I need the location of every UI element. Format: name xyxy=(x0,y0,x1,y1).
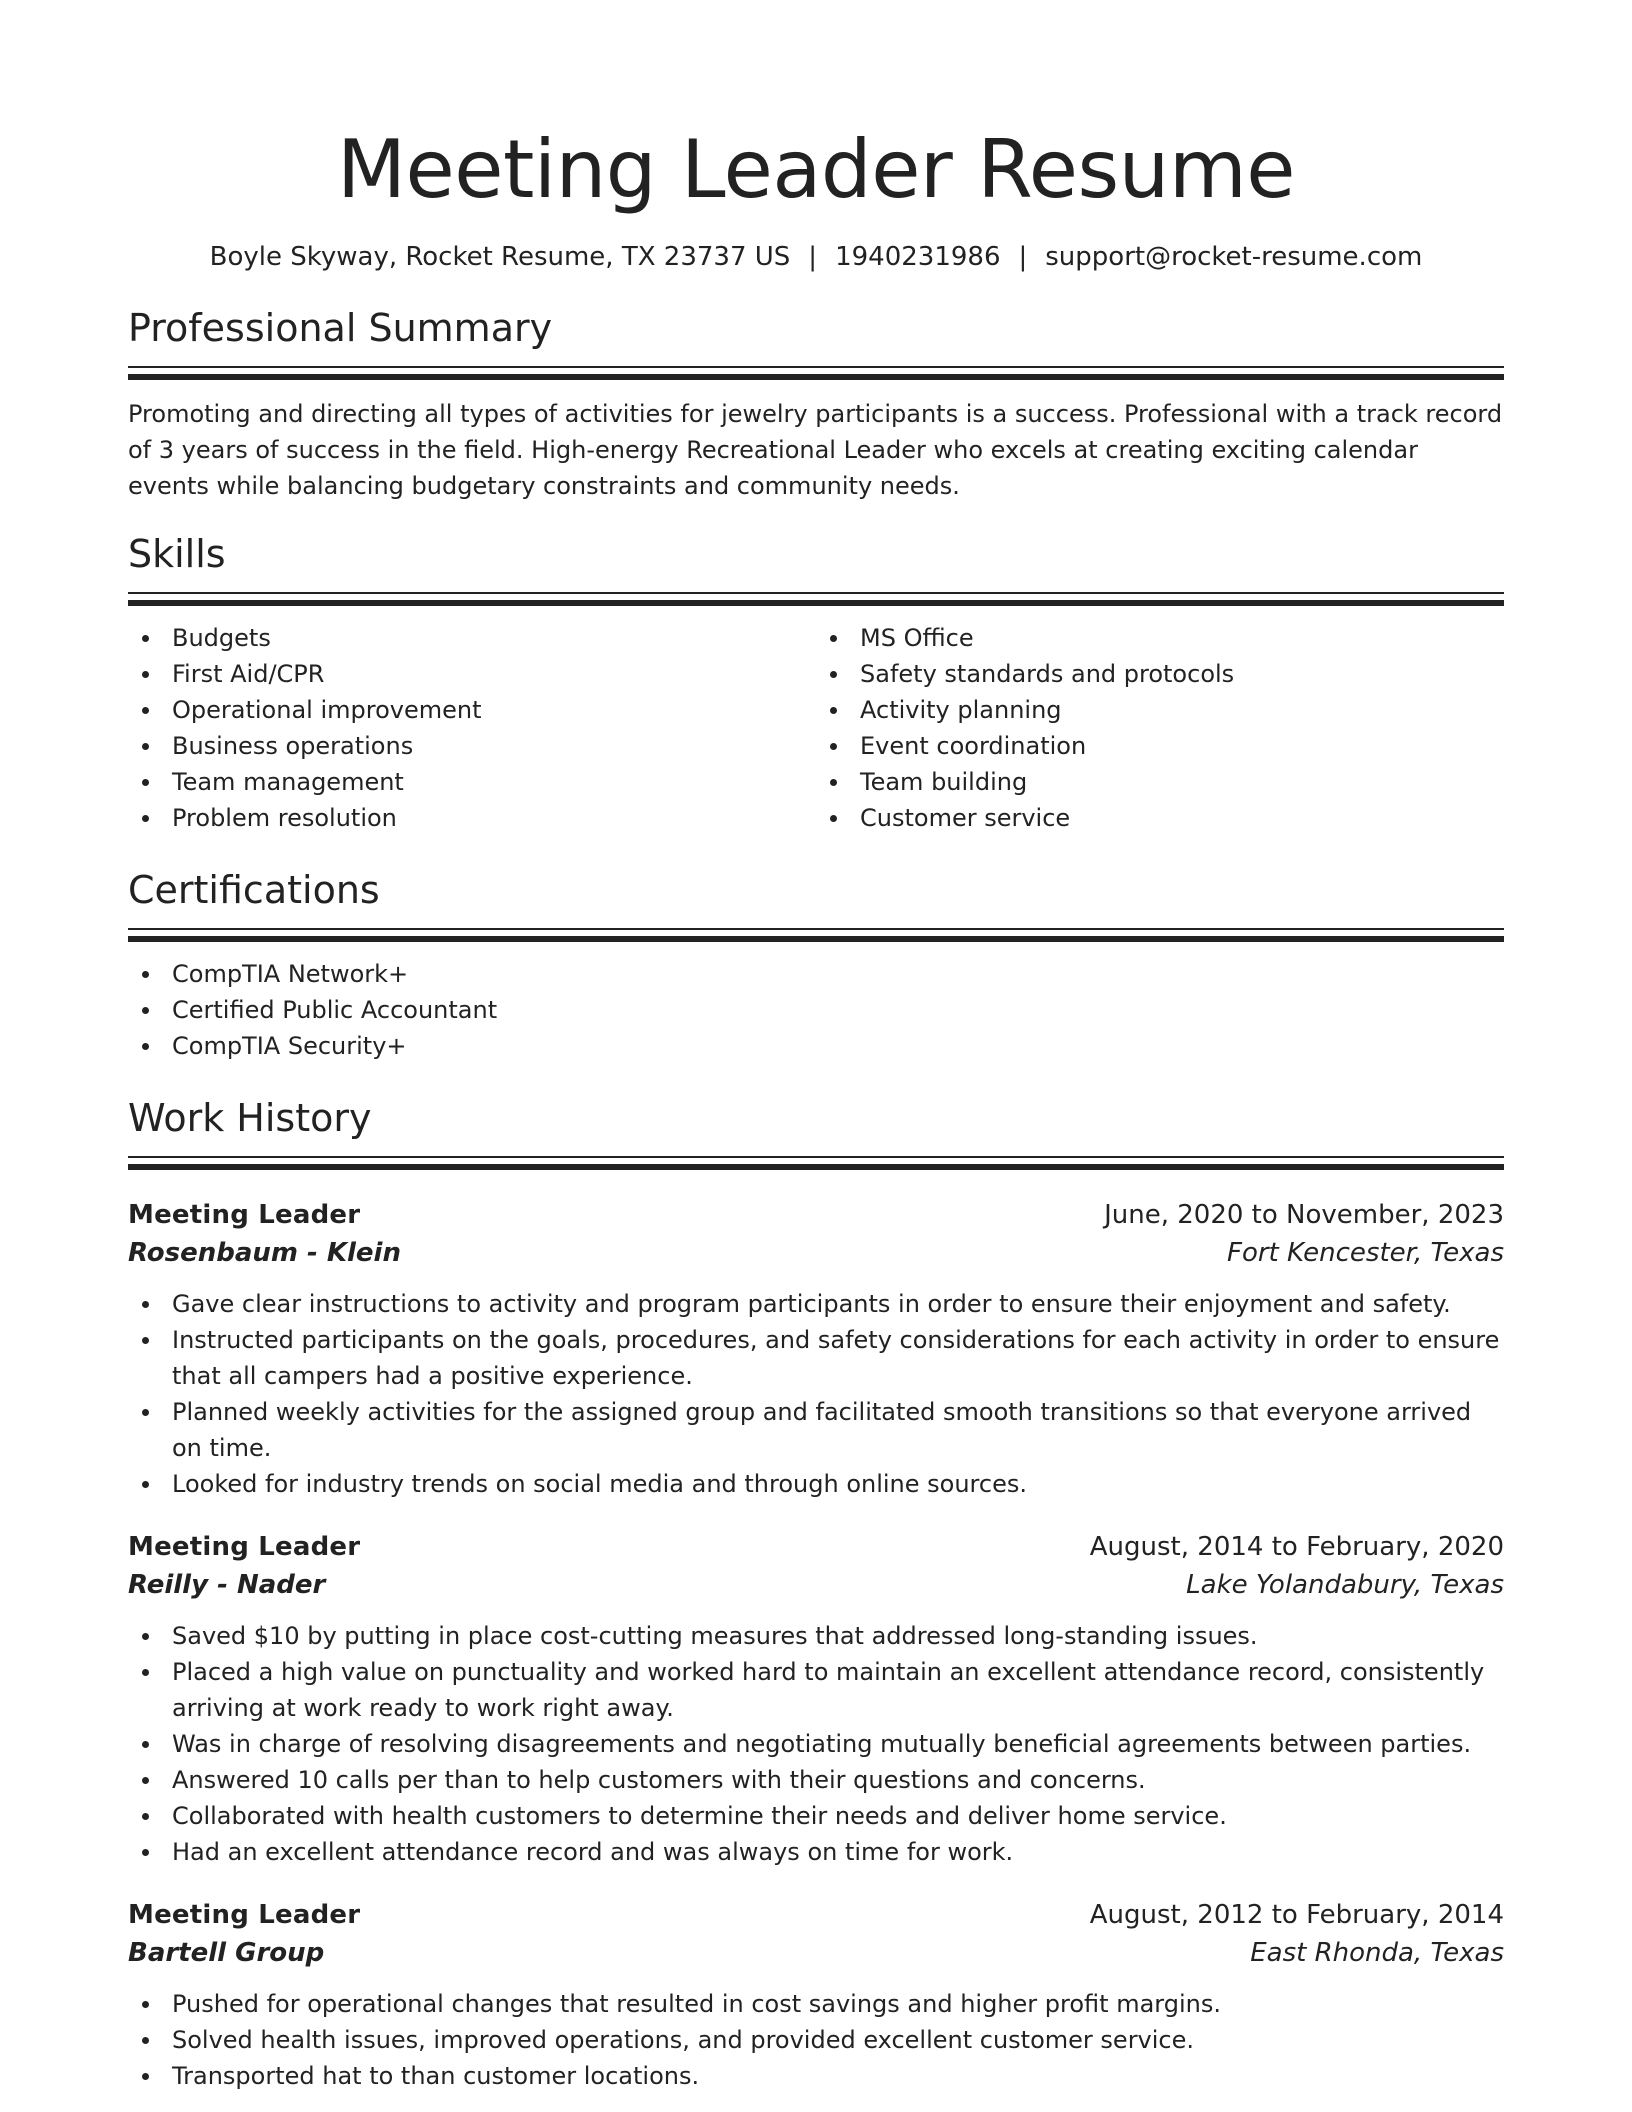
contact-email: support@rocket-resume.com xyxy=(1045,242,1423,272)
job-title: Meeting Leader xyxy=(128,1200,361,1230)
job-duty: Had an excellent attendance record and was always on time for work. xyxy=(128,1834,1504,1870)
section-divider xyxy=(128,928,1504,942)
skill-item: Team management xyxy=(128,764,816,800)
certifications-section xyxy=(128,866,1504,1064)
section-divider xyxy=(128,366,1504,380)
job-duty: Pushed for operational changes that resulted in cost savings and higher profit margins. xyxy=(128,1986,1504,2022)
summary-text: Promoting and directing all types of activities for jewelry participants is a success. Professional with a track record of 3 years of success in the field. High-energy Recreational Leader who excels at creating exciting calendar events while balancing budgetary constraints and community needs. xyxy=(128,400,1503,500)
skill-item: Budgets xyxy=(128,620,816,656)
job-entry xyxy=(128,1896,1504,2094)
job-company-row xyxy=(128,1934,1504,1972)
skill-item: Operational improvement xyxy=(128,692,816,728)
contact-line xyxy=(128,240,1504,274)
job-header-row xyxy=(128,1196,1504,1234)
contact-separator: | xyxy=(808,242,818,272)
job-duty: Planned weekly activities for the assigned group and facilitated smooth transitions so that everyone arrived on time. xyxy=(128,1394,1504,1466)
job-header-row xyxy=(128,1896,1504,1934)
job-duty: Placed a high value on punctuality and worked hard to maintain an excellent attendance record, consistently arriving at work ready to work right away. xyxy=(128,1654,1504,1726)
skill-item: Problem resolution xyxy=(128,800,816,836)
job-company: Reilly - Nader xyxy=(128,1570,326,1600)
job-company-row xyxy=(128,1566,1504,1604)
skill-item: Activity planning xyxy=(816,692,1504,728)
contact-address: Boyle Skyway, Rocket Resume, TX 23737 US xyxy=(209,242,791,272)
job-dates: August, 2014 to February, 2020 xyxy=(1089,1532,1504,1562)
job-header-row xyxy=(128,1528,1504,1566)
skills-section xyxy=(128,530,1504,836)
job-duty: Gave clear instructions to activity and program participants in order to ensure their enjoyment and safety. xyxy=(128,1286,1504,1322)
section-heading-work-history: Work History xyxy=(128,1096,372,1140)
job-location: East Rhonda, Texas xyxy=(1250,1938,1504,1968)
section-heading-certifications: Certifications xyxy=(128,868,380,912)
resume-title: Meeting Leader Resume xyxy=(337,123,1295,216)
job-duty: Collaborated with health customers to determine their needs and deliver home service. xyxy=(128,1798,1504,1834)
job-location: Fort Kencester, Texas xyxy=(1227,1238,1504,1268)
certification-item: Certified Public Accountant xyxy=(128,992,1504,1028)
skill-item: Business operations xyxy=(128,728,816,764)
skill-item: Event coordination xyxy=(816,728,1504,764)
section-divider xyxy=(128,1156,1504,1170)
job-duty: Answered 10 calls per than to help customers with their questions and concerns. xyxy=(128,1762,1504,1798)
section-divider xyxy=(128,592,1504,606)
contact-separator: | xyxy=(1018,242,1028,272)
job-location: Lake Yolandabury, Texas xyxy=(1186,1570,1504,1600)
job-duty: Transported hat to than customer locations. xyxy=(128,2058,1504,2094)
job-dates: August, 2012 to February, 2014 xyxy=(1089,1900,1504,1930)
skill-item: Safety standards and protocols xyxy=(816,656,1504,692)
job-company: Rosenbaum - Klein xyxy=(128,1238,401,1268)
job-entry xyxy=(128,1196,1504,1502)
job-duty: Saved $10 by putting in place cost-cutting measures that addressed long-standing issues. xyxy=(128,1618,1504,1654)
section-heading-summary: Professional Summary xyxy=(128,306,553,350)
job-duties-list xyxy=(128,1286,1504,1502)
skill-item: Team building xyxy=(816,764,1504,800)
job-entry xyxy=(128,1528,1504,1870)
work-history-section xyxy=(128,1094,1504,2094)
job-dates: June, 2020 to November, 2023 xyxy=(1104,1200,1504,1230)
professional-summary-section xyxy=(128,304,1504,504)
skills-list-right xyxy=(816,620,1504,836)
job-title: Meeting Leader xyxy=(128,1532,361,1562)
skills-grid xyxy=(128,620,1504,836)
skill-item: Customer service xyxy=(816,800,1504,836)
job-company: Bartell Group xyxy=(128,1938,325,1968)
job-duties-list xyxy=(128,1986,1504,2094)
certifications-list xyxy=(128,956,1504,1064)
certification-item: CompTIA Network+ xyxy=(128,956,1504,992)
skill-item: MS Office xyxy=(816,620,1504,656)
skills-list-left xyxy=(128,620,816,836)
skill-item: First Aid/CPR xyxy=(128,656,816,692)
job-duty: Was in charge of resolving disagreements and negotiating mutually beneficial agreements between parties. xyxy=(128,1726,1504,1762)
certification-item: CompTIA Security+ xyxy=(128,1028,1504,1064)
contact-phone: 1940231986 xyxy=(835,242,1001,272)
section-heading-skills: Skills xyxy=(128,532,226,576)
job-duties-list xyxy=(128,1618,1504,1870)
job-duty: Solved health issues, improved operations, and provided excellent customer service. xyxy=(128,2022,1504,2058)
job-title: Meeting Leader xyxy=(128,1900,361,1930)
job-duty: Looked for industry trends on social media and through online sources. xyxy=(128,1466,1504,1502)
job-company-row xyxy=(128,1234,1504,1272)
job-duty: Instructed participants on the goals, procedures, and safety considerations for each activity in order to ensure that all campers had a positive experience. xyxy=(128,1322,1504,1394)
